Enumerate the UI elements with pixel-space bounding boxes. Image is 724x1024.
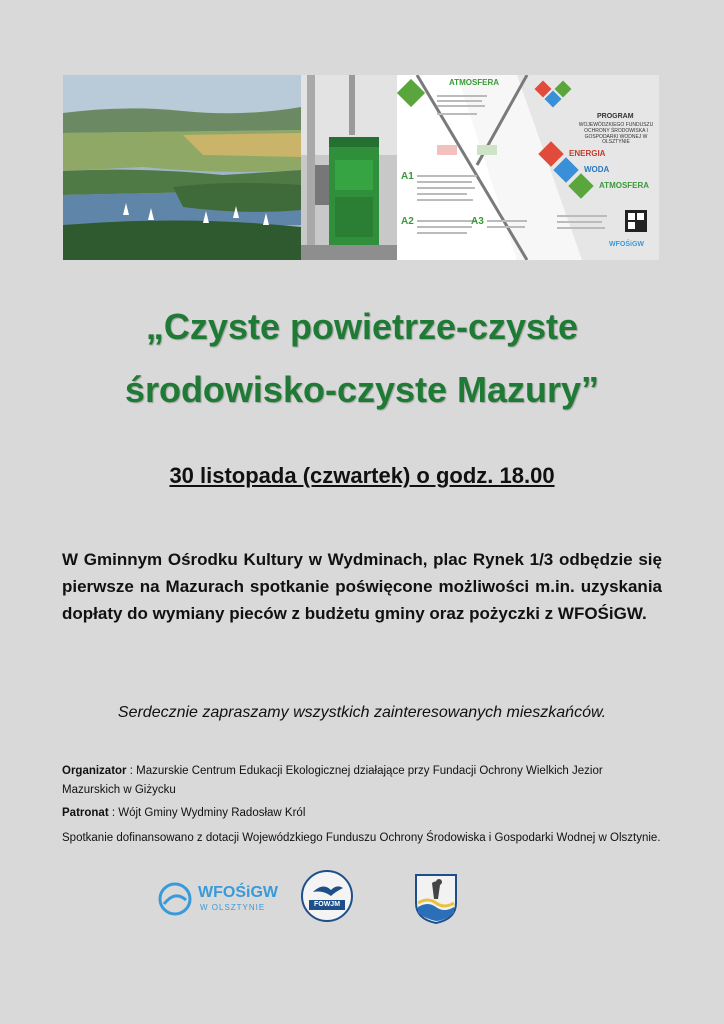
wfosigw-swirl-icon [158, 882, 192, 916]
fowjm-bird-icon [301, 870, 353, 922]
brochure-logo: WFOŚiGW [609, 241, 644, 248]
brochure-program-desc: WOJEWÓDZKIEGO FUNDUSZU OCHRONY ŚRODOWISKA I GOSPODARKI WODNEJ W OLSZTYNIE [578, 122, 654, 146]
patron-label: Patronat [62, 807, 109, 819]
brochure-a2: A2 [401, 216, 414, 227]
organizer-info [62, 762, 662, 800]
brochure-a3: A3 [471, 216, 484, 227]
patron-text: : Wójt Gminy Wydminy Radosław Król [108, 807, 306, 819]
wfosigw-logo [158, 880, 278, 920]
brochure-a1: A1 [401, 171, 414, 182]
brochure-woda: WODA [584, 165, 610, 174]
lake-photo [63, 75, 301, 260]
event-description: W Gminnym Ośrodku Kultury w Wydminach, plac Rynek 1/3 odbędzie się pierwsze na Mazurach spotkanie poświęcone możliwości m.in. uzyskania dopłaty do wymiany pieców z budżetu gminy oraz pożyczki z WFOŚiGW. [62, 550, 662, 623]
event-date: 30 listopada (czwartek) o godz. 18.00 [169, 463, 555, 488]
wfosigw-name: WFOŚiGW [198, 884, 278, 901]
wydminy-coat-of-arms-icon [414, 873, 458, 925]
brochure-program-label: PROGRAM [597, 113, 634, 120]
wfosigw-subtitle: W OLSZTYNIE [200, 903, 266, 912]
fowjm-label: FOWJM [313, 901, 341, 908]
invitation-text: Serdecznie zapraszamy wszystkich zainteresowanych mieszkańców. [117, 704, 607, 721]
event-title-line-1: „Czyste powietrze-czyste [145, 306, 579, 347]
brochure-atmosfera: ATMOSFERA [599, 181, 650, 190]
organizer-text: : Mazurskie Centrum Edukacji Ekologicznej działające przy Fundacji Ochrony Wielkich Jezior Mazurskich w Giżycku [62, 765, 603, 796]
program-brochure [397, 75, 659, 260]
sponsor-logos [0, 868, 724, 928]
brochure-energia: ENERGIA [569, 149, 606, 158]
brochure-atmosfera-title: ATMOSFERA [449, 78, 500, 87]
organizer-label: Organizator [62, 765, 127, 777]
boiler-photo [301, 75, 397, 260]
header-banner [63, 75, 659, 260]
patron-info [62, 804, 662, 823]
fowjm-logo [301, 870, 353, 922]
brochure-graphic [397, 75, 659, 260]
funding-info: Spotkanie dofinansowano z dotacji Wojewódzkiego Funduszu Ochrony Środowiska i Gospodarki Wodnej w Olsztynie. [62, 832, 661, 844]
event-title-line-2: środowisko-czyste Mazury” [124, 369, 600, 410]
